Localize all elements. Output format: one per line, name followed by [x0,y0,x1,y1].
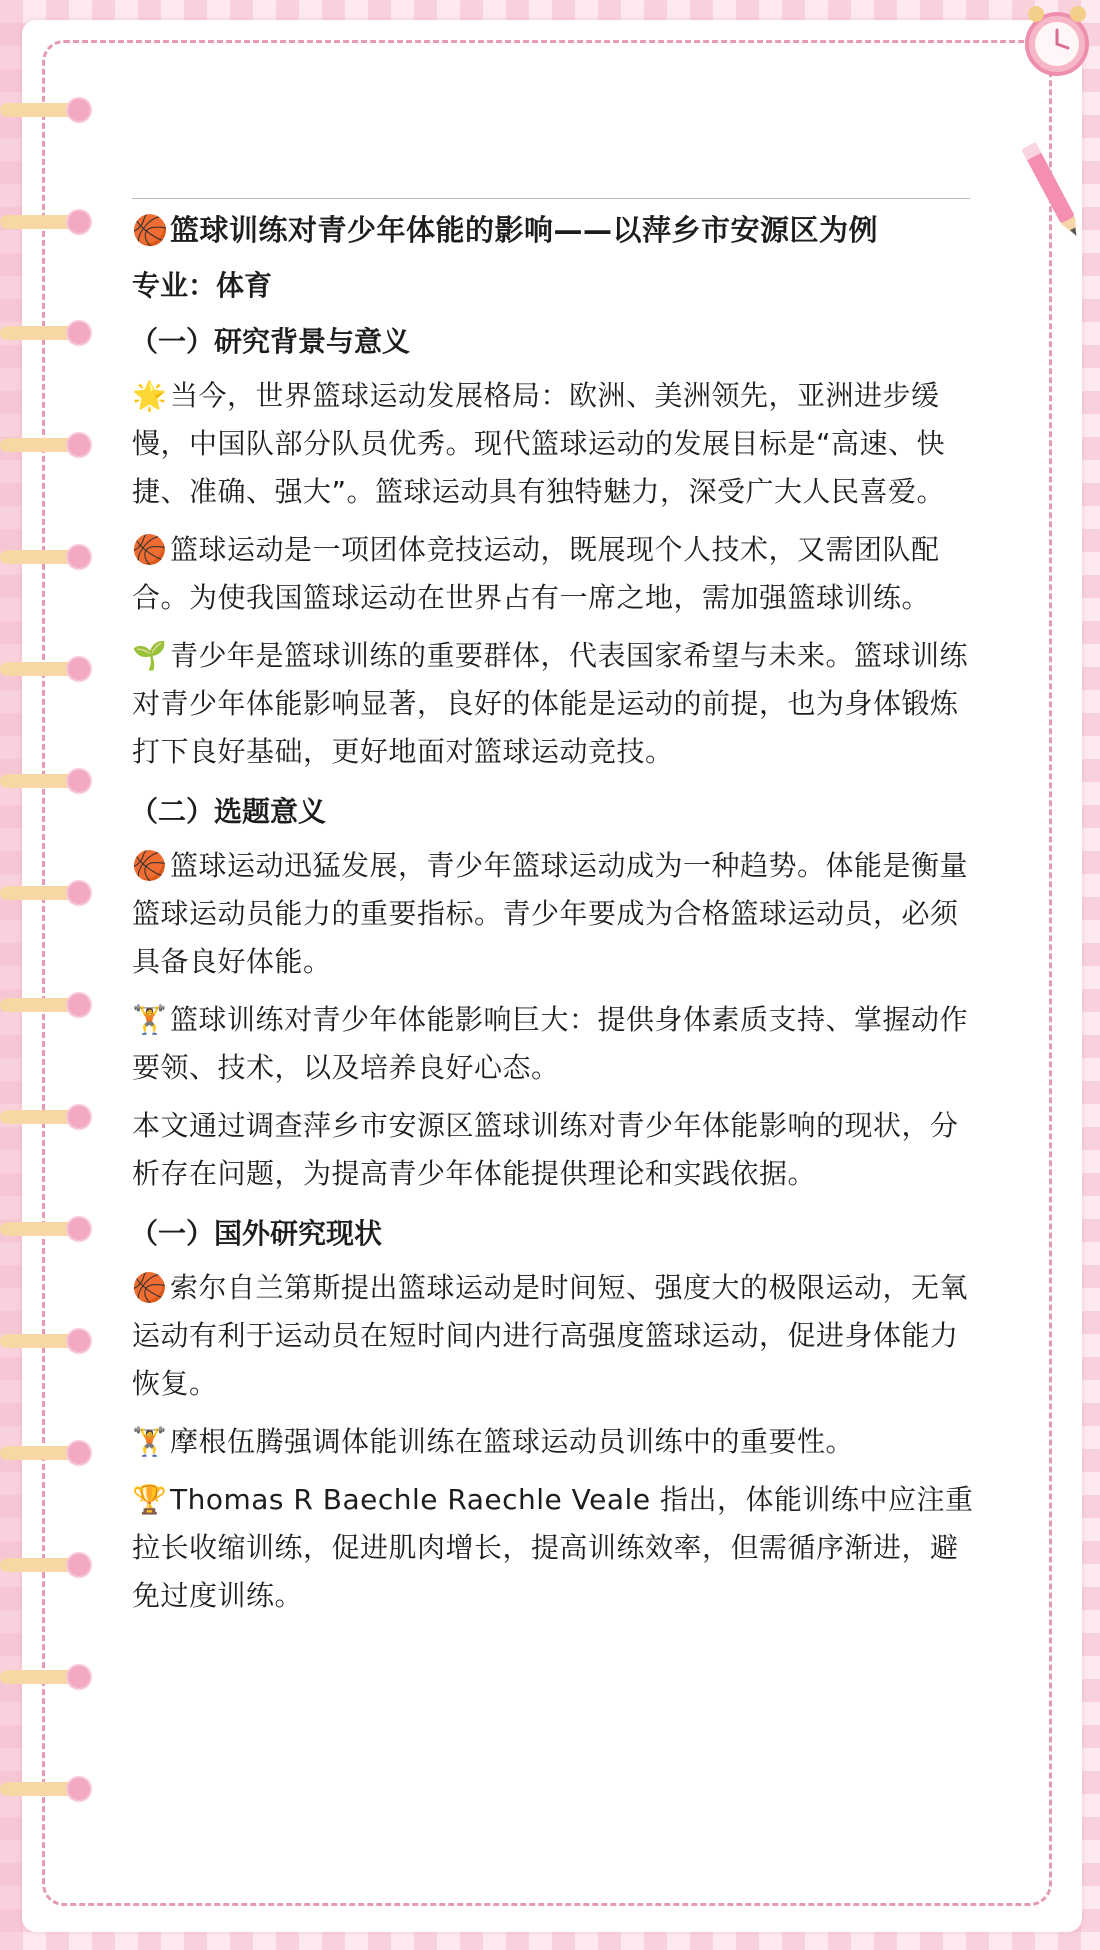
ring-bar [0,774,74,788]
ring-bar [0,1670,74,1684]
binder-ring [0,207,100,237]
ring-hole [66,880,92,906]
sections [132,322,976,1620]
paragraph [132,1418,976,1466]
seedling-icon: 🌱 [132,639,168,672]
ring-hole [66,209,92,235]
binder-ring [0,542,100,572]
weightlifter-icon: 🏋 [132,1425,168,1458]
ring-hole [66,768,92,794]
trophy-icon: 🏆 [132,1483,168,1516]
binder-ring [0,766,100,796]
section-heading: （一）国外研究现状 [130,1217,383,1250]
binder-ring [0,1214,100,1244]
ring-bar [0,886,74,900]
star-icon: 🌟 [132,379,168,412]
weightlifter-icon: 🏋 [132,1003,168,1036]
binder-ring [0,1550,100,1580]
ring-bar [0,438,74,452]
ring-bar [0,998,74,1012]
ring-bar [0,550,74,564]
ring-hole [66,320,92,346]
ring-bar [0,103,74,117]
paragraph [132,632,976,776]
binder-ring [0,1326,100,1356]
ring-bar [0,1558,74,1572]
binder-ring [0,654,100,684]
paragraph [132,842,976,986]
ring-bar [0,215,74,229]
paragraph-text: 当今，世界篮球运动发展格局：欧洲、美洲领先，亚洲进步缓慢，中国队部分队员优秀。现代篮球运动的发展目标是“高速、快捷、准确、强大”。篮球运动具有独特魅力，深受广大人民喜爱。 [132,379,946,508]
paragraph [132,372,976,516]
basketball-icon: 🏀 [132,213,169,247]
paragraph-text: 索尔自兰第斯提出篮球运动是时间短、强度大的极限运动，无氧运动有利于运动员在短时间内进行高强度篮球运动，促进身体能力恢复。 [132,1271,969,1400]
ring-bar [0,1222,74,1236]
ring-hole [66,97,92,123]
binder-ring [0,430,100,460]
binder-ring [0,1774,100,1804]
paragraph-text: 篮球运动是一项团体竞技运动，既展现个人技术，又需团队配合。为使我国篮球运动在世界占有一席之地，需加强篮球训练。 [132,533,940,614]
ring-hole [66,1216,92,1242]
ring-bar [0,1782,74,1796]
basketball-icon: 🏀 [132,1271,168,1304]
paragraph [132,1102,976,1198]
paragraph [132,996,976,1092]
ring-hole [66,432,92,458]
article [132,198,976,1620]
binder-ring [0,878,100,908]
ring-bar [0,1110,74,1124]
basketball-icon: 🏀 [132,533,168,566]
paragraph-text: 青少年是篮球训练的重要群体，代表国家希望与未来。篮球训练对青少年体能影响显著，良好的体能是运动的前提，也为身体锻炼打下良好基础，更好地面对篮球运动竞技。 [132,639,969,768]
binder-ring [0,1662,100,1692]
ring-hole [66,1328,92,1354]
paragraph [132,526,976,622]
binder-ring [0,318,100,348]
paragraph-text: Thomas R Baechle Raechle Veale 指出，体能训练中应注重拉长收缩训练，促进肌肉增长，提高训练效率，但需循序渐进，避免过度训练。 [132,1483,974,1612]
paragraph-text: 篮球运动迅猛发展，青少年篮球运动成为一种趋势。体能是衡量篮球运动员能力的重要指标。青少年要成为合格篮球运动员，必须具备良好体能。 [132,849,969,978]
basketball-icon: 🏀 [132,849,168,882]
page-title: 🏀篮球训练对青少年体能的影响——以萍乡市安源区为例 [132,210,976,250]
ring-bar [0,1446,74,1460]
alarm-clock-icon [1018,0,1096,82]
ring-hole [66,1664,92,1690]
binder-ring [0,95,100,125]
paragraph [132,1476,976,1620]
ring-hole [66,544,92,570]
section-heading: （一）研究背景与意义 [130,325,411,358]
ring-hole [66,1776,92,1802]
paragraph-text: 篮球训练对青少年体能影响巨大：提供身体素质支持、掌握动作要领、技术，以及培养良好心态。 [132,1003,969,1084]
binder-ring [0,1438,100,1468]
binder-ring [0,1102,100,1132]
ring-bar [0,1334,74,1348]
binder-ring [0,990,100,1020]
section-heading: （二）选题意义 [130,795,327,828]
ring-hole [66,992,92,1018]
ring-hole [66,1104,92,1130]
ring-hole [66,1552,92,1578]
paragraph [132,1264,976,1408]
major-label: 专业：体育 [132,269,273,302]
paragraph-text: 摩根伍腾强调体能训练在篮球运动员训练中的重要性。 [170,1425,855,1458]
ring-hole [66,1440,92,1466]
ring-bar [0,326,74,340]
ring-hole [66,656,92,682]
pencil-icon [1022,130,1082,250]
paragraph-text: 本文通过调查萍乡市安源区篮球训练对青少年体能影响的现状，分析存在问题，为提高青少年体能提供理论和实践依据。 [132,1109,959,1190]
ring-bar [0,662,74,676]
